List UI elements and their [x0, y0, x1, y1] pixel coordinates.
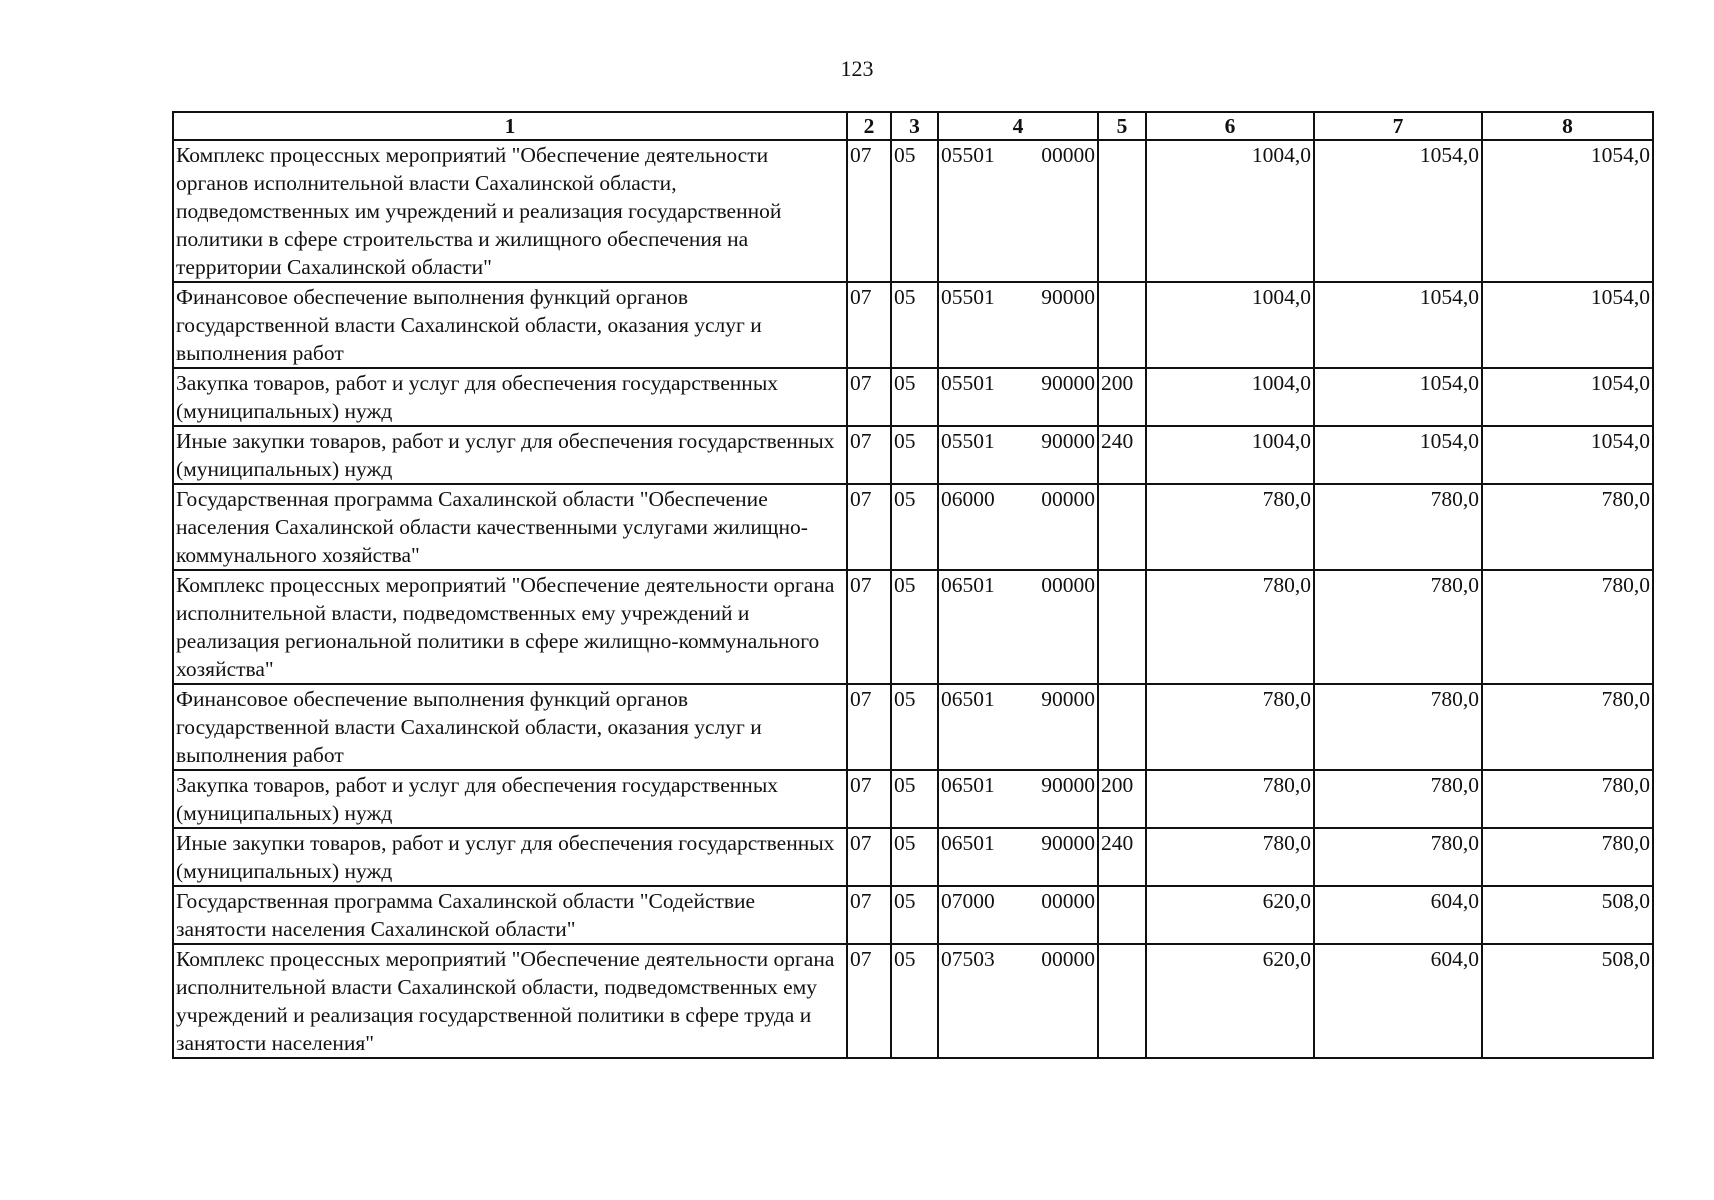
column-header-4: 4 [938, 112, 1098, 140]
amount-col-6: 780,0 [1146, 684, 1314, 770]
direction-code: 90000 [1041, 285, 1095, 309]
table-row [173, 886, 1653, 944]
amount-col-6: 780,0 [1146, 770, 1314, 828]
expense-type-code [1098, 944, 1146, 1058]
expense-type-code [1098, 140, 1146, 282]
subsection-code: 05 [891, 828, 938, 886]
column-header-1: 1 [173, 112, 847, 140]
target-article-code [938, 484, 1098, 570]
program-code: 06501 [941, 573, 995, 597]
subsection-code: 05 [891, 140, 938, 282]
expense-type-code [1098, 484, 1146, 570]
amount-col-6: 780,0 [1146, 828, 1314, 886]
amount-col-8: 780,0 [1482, 828, 1653, 886]
expense-type-code: 200 [1098, 770, 1146, 828]
subsection-code: 05 [891, 944, 938, 1058]
direction-code: 90000 [1041, 687, 1095, 711]
direction-code: 00000 [1041, 889, 1095, 913]
amount-col-7: 1054,0 [1314, 140, 1482, 282]
amount-col-6: 780,0 [1146, 570, 1314, 684]
expense-type-code [1098, 570, 1146, 684]
table-row [173, 140, 1653, 282]
amount-col-7: 1054,0 [1314, 368, 1482, 426]
amount-col-7: 604,0 [1314, 886, 1482, 944]
target-article-code [938, 770, 1098, 828]
program-code: 05501 [941, 429, 995, 453]
row-name: Государственная программа Сахалинской области "Содействие занятости населения Сахалинской области" [173, 886, 847, 944]
section-code: 07 [847, 282, 891, 368]
amount-col-6: 1004,0 [1146, 140, 1314, 282]
amount-col-7: 780,0 [1314, 484, 1482, 570]
target-article-code [938, 426, 1098, 484]
row-name: Финансовое обеспечение выполнения функций органов государственной власти Сахалинской области, оказания услуг и выполнения работ [173, 684, 847, 770]
column-header-2: 2 [847, 112, 891, 140]
expense-type-code [1098, 282, 1146, 368]
amount-col-8: 508,0 [1482, 944, 1653, 1058]
amount-col-8: 1054,0 [1482, 140, 1653, 282]
amount-col-8: 780,0 [1482, 484, 1653, 570]
table-row [173, 484, 1653, 570]
row-name: Государственная программа Сахалинской области "Обеспечение населения Сахалинской области качественными услугами жилищно-коммунального хозяйства" [173, 484, 847, 570]
subsection-code: 05 [891, 684, 938, 770]
amount-col-7: 780,0 [1314, 684, 1482, 770]
subsection-code: 05 [891, 484, 938, 570]
amount-col-7: 1054,0 [1314, 426, 1482, 484]
table-row [173, 570, 1653, 684]
target-article-code [938, 140, 1098, 282]
row-name: Финансовое обеспечение выполнения функций органов государственной власти Сахалинской области, оказания услуг и выполнения работ [173, 282, 847, 368]
section-code: 07 [847, 140, 891, 282]
program-code: 06501 [941, 687, 995, 711]
subsection-code: 05 [891, 282, 938, 368]
amount-col-8: 780,0 [1482, 570, 1653, 684]
column-header-6: 6 [1146, 112, 1314, 140]
amount-col-7: 780,0 [1314, 828, 1482, 886]
target-article-code [938, 944, 1098, 1058]
program-code: 06501 [941, 831, 995, 855]
amount-col-7: 780,0 [1314, 570, 1482, 684]
table-header-row [173, 112, 1653, 140]
program-code: 06000 [941, 487, 995, 511]
direction-code: 90000 [1041, 371, 1095, 395]
direction-code: 90000 [1041, 773, 1095, 797]
target-article-code [938, 282, 1098, 368]
amount-col-7: 604,0 [1314, 944, 1482, 1058]
section-code: 07 [847, 368, 891, 426]
section-code: 07 [847, 570, 891, 684]
section-code: 07 [847, 828, 891, 886]
amount-col-8: 1054,0 [1482, 282, 1653, 368]
direction-code: 00000 [1041, 947, 1095, 971]
amount-col-6: 1004,0 [1146, 368, 1314, 426]
section-code: 07 [847, 426, 891, 484]
row-name: Комплекс процессных мероприятий "Обеспечение деятельности органов исполнительной власти Сахалинской области, подведомственных им учреждений и реализация государственной политики в сфере строительства и жилищного обеспечения на территории Сахалинской области" [173, 140, 847, 282]
expense-type-code [1098, 886, 1146, 944]
amount-col-8: 508,0 [1482, 886, 1653, 944]
program-code: 06501 [941, 773, 995, 797]
table-row [173, 282, 1653, 368]
table-row [173, 944, 1653, 1058]
program-code: 05501 [941, 371, 995, 395]
table-row [173, 426, 1653, 484]
column-header-3: 3 [891, 112, 938, 140]
amount-col-6: 620,0 [1146, 886, 1314, 944]
amount-col-8: 780,0 [1482, 770, 1653, 828]
target-article-code [938, 684, 1098, 770]
row-name: Комплекс процессных мероприятий "Обеспечение деятельности органа исполнительной власти, подведомственных ему учреждений и реализация региональной политики в сфере жилищно-коммунального хозяйства" [173, 570, 847, 684]
program-code: 05501 [941, 285, 995, 309]
table-row [173, 770, 1653, 828]
target-article-code [938, 886, 1098, 944]
direction-code: 90000 [1041, 429, 1095, 453]
amount-col-7: 780,0 [1314, 770, 1482, 828]
amount-col-6: 1004,0 [1146, 426, 1314, 484]
row-name: Комплекс процессных мероприятий "Обеспечение деятельности органа исполнительной власти Сахалинской области, подведомственных ему учреждений и реализация государственной политики в сфере труда и занятости населения" [173, 944, 847, 1058]
budget-table [172, 111, 1654, 1059]
table-row [173, 828, 1653, 886]
expense-type-code: 240 [1098, 426, 1146, 484]
section-code: 07 [847, 770, 891, 828]
direction-code: 00000 [1041, 573, 1095, 597]
amount-col-8: 780,0 [1482, 684, 1653, 770]
expense-type-code: 200 [1098, 368, 1146, 426]
amount-col-6: 780,0 [1146, 484, 1314, 570]
row-name: Иные закупки товаров, работ и услуг для обеспечения государственных (муниципальных) нужд [173, 426, 847, 484]
expense-type-code [1098, 684, 1146, 770]
row-name: Закупка товаров, работ и услуг для обеспечения государственных (муниципальных) нужд [173, 368, 847, 426]
program-code: 05501 [941, 143, 995, 167]
page-number: 123 [840, 56, 874, 81]
column-header-8: 8 [1482, 112, 1653, 140]
program-code: 07000 [941, 889, 995, 913]
amount-col-7: 1054,0 [1314, 282, 1482, 368]
section-code: 07 [847, 484, 891, 570]
direction-code: 00000 [1041, 487, 1095, 511]
amount-col-8: 1054,0 [1482, 426, 1653, 484]
subsection-code: 05 [891, 368, 938, 426]
amount-col-6: 1004,0 [1146, 282, 1314, 368]
target-article-code [938, 828, 1098, 886]
section-code: 07 [847, 886, 891, 944]
subsection-code: 05 [891, 570, 938, 684]
target-article-code [938, 368, 1098, 426]
amount-col-6: 620,0 [1146, 944, 1314, 1058]
column-header-7: 7 [1314, 112, 1482, 140]
subsection-code: 05 [891, 426, 938, 484]
section-code: 07 [847, 944, 891, 1058]
direction-code: 00000 [1041, 143, 1095, 167]
direction-code: 90000 [1041, 831, 1095, 855]
column-header-5: 5 [1098, 112, 1146, 140]
target-article-code [938, 570, 1098, 684]
subsection-code: 05 [891, 770, 938, 828]
amount-col-8: 1054,0 [1482, 368, 1653, 426]
row-name: Закупка товаров, работ и услуг для обеспечения государственных (муниципальных) нужд [173, 770, 847, 828]
row-name: Иные закупки товаров, работ и услуг для обеспечения государственных (муниципальных) нужд [173, 828, 847, 886]
table-row [173, 684, 1653, 770]
table-row [173, 368, 1653, 426]
expense-type-code: 240 [1098, 828, 1146, 886]
subsection-code: 05 [891, 886, 938, 944]
program-code: 07503 [941, 947, 995, 971]
section-code: 07 [847, 684, 891, 770]
